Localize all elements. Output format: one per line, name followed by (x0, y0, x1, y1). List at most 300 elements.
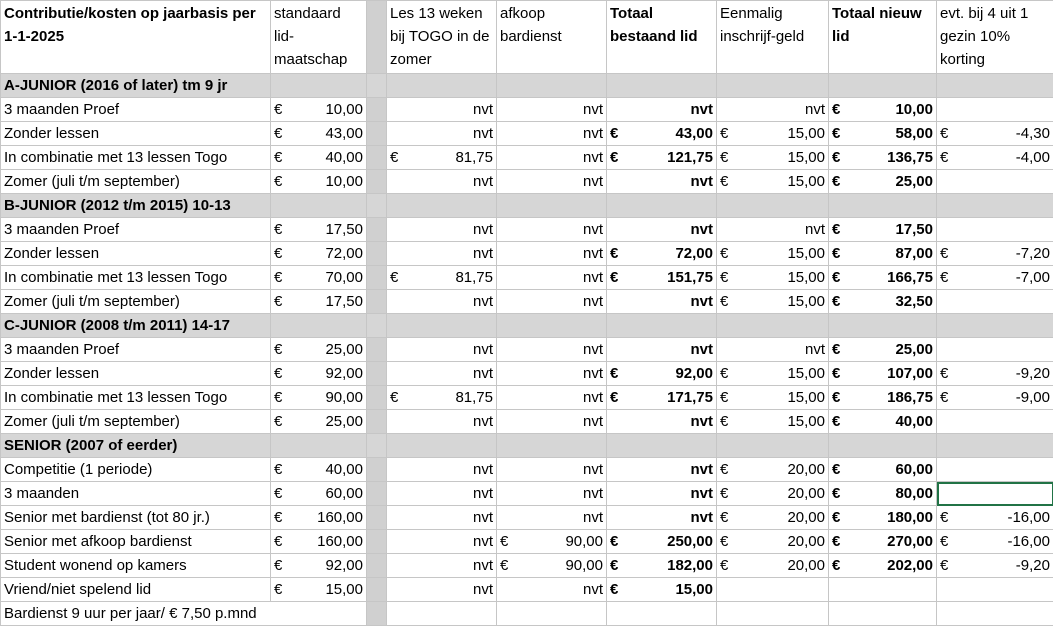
cell-totaal-nieuw[interactable] (829, 242, 937, 266)
currency-symbol: € (500, 557, 509, 574)
currency-symbol: € (274, 533, 283, 550)
cell-les[interactable] (387, 506, 497, 530)
cell-totaal-nieuw[interactable] (829, 458, 937, 482)
cell-afkoop[interactable] (497, 146, 607, 170)
section-cell[interactable] (387, 314, 497, 338)
cell-totaal-nieuw-value: 270,00 (887, 533, 933, 550)
cell-standaard-value: 25,00 (325, 413, 363, 430)
currency-symbol: € (274, 293, 283, 310)
cell-les[interactable] (387, 98, 497, 122)
cell-les[interactable] (387, 242, 497, 266)
cell-korting[interactable] (937, 146, 1053, 170)
cell-les[interactable] (387, 266, 497, 290)
cell-afkoop[interactable] (497, 170, 607, 194)
currency-symbol: € (832, 293, 841, 310)
cell-les-value: nvt (472, 413, 493, 430)
cell-totaal-nieuw[interactable] (829, 362, 937, 386)
cell-afkoop[interactable] (497, 122, 607, 146)
currency-symbol: € (610, 365, 619, 382)
separator-column (367, 242, 387, 266)
cell-les[interactable] (387, 338, 497, 362)
cell-korting[interactable] (937, 554, 1053, 578)
cell-korting[interactable] (937, 482, 1053, 506)
row-label[interactable]: Zonder lessen (1, 362, 271, 386)
empty-cell[interactable] (717, 602, 829, 626)
cell-afkoop-value: nvt (582, 293, 603, 310)
cell-standaard-value: 40,00 (325, 461, 363, 478)
cell-standaard[interactable] (271, 98, 367, 122)
currency-symbol: € (832, 413, 841, 430)
cell-inschrijfgeld[interactable] (717, 362, 829, 386)
section-cell[interactable] (717, 314, 829, 338)
cell-totaal-bestaand[interactable] (607, 554, 717, 578)
cell-korting[interactable] (937, 578, 1053, 602)
row-label[interactable]: Student wonend op kamers (1, 554, 271, 578)
cell-totaal-bestaand[interactable] (607, 578, 717, 602)
cell-inschrijfgeld[interactable] (717, 242, 829, 266)
section-cell[interactable] (497, 194, 607, 218)
separator-column (367, 194, 387, 218)
section-cell[interactable] (829, 194, 937, 218)
cell-les[interactable] (387, 410, 497, 434)
cell-korting[interactable] (937, 218, 1053, 242)
cell-les[interactable] (387, 578, 497, 602)
cell-korting[interactable] (937, 266, 1053, 290)
cell-standaard[interactable] (271, 386, 367, 410)
cell-totaal-bestaand[interactable] (607, 218, 717, 242)
cell-afkoop[interactable] (497, 530, 607, 554)
section-cell[interactable] (829, 434, 937, 458)
cell-korting[interactable] (937, 530, 1053, 554)
cell-standaard-value: 160,00 (317, 509, 363, 526)
separator-column (367, 530, 387, 554)
currency-symbol: € (720, 149, 729, 166)
col-header-inschrijfgeld[interactable]: Eenmalig inschrijf-geld (717, 1, 829, 74)
currency-symbol: € (832, 269, 841, 286)
cell-inschrijfgeld[interactable] (717, 410, 829, 434)
section-cell[interactable] (271, 194, 367, 218)
row-label[interactable]: Zomer (juli t/m september) (1, 290, 271, 314)
section-cell[interactable] (387, 74, 497, 98)
cell-inschrijfgeld[interactable] (717, 578, 829, 602)
cell-afkoop-value: nvt (582, 149, 603, 166)
cell-standaard[interactable] (271, 122, 367, 146)
section-title[interactable]: SENIOR (2007 of eerder) (1, 434, 271, 458)
cell-les[interactable] (387, 218, 497, 242)
section-title[interactable]: B-JUNIOR (2012 t/m 2015) 10-13 (1, 194, 271, 218)
currency-symbol: € (610, 149, 619, 166)
cell-inschrijfgeld-value: 15,00 (787, 149, 825, 166)
cell-standaard-value: 160,00 (317, 533, 363, 550)
cell-les-value: nvt (472, 581, 493, 598)
cell-korting[interactable] (937, 338, 1053, 362)
cell-standaard[interactable] (271, 506, 367, 530)
cell-les[interactable] (387, 554, 497, 578)
cell-inschrijfgeld[interactable] (717, 386, 829, 410)
table-row (1, 98, 1053, 122)
table-row (1, 482, 1053, 506)
cell-les[interactable] (387, 530, 497, 554)
section-cell[interactable] (271, 314, 367, 338)
cell-afkoop[interactable] (497, 506, 607, 530)
cell-les[interactable] (387, 386, 497, 410)
currency-symbol: € (832, 149, 841, 166)
cell-inschrijfgeld-value: nvt (804, 101, 825, 118)
cell-les[interactable] (387, 146, 497, 170)
currency-symbol: € (720, 365, 729, 382)
cell-inschrijfgeld-value: nvt (804, 341, 825, 358)
cell-inschrijfgeld[interactable] (717, 338, 829, 362)
cell-korting[interactable] (937, 458, 1053, 482)
cell-korting[interactable] (937, 362, 1053, 386)
cell-afkoop-value: 90,00 (565, 533, 603, 550)
section-title[interactable]: A-JUNIOR (2016 of later) tm 9 jr (1, 74, 271, 98)
cell-afkoop-value: nvt (582, 389, 603, 406)
cell-standaard[interactable] (271, 242, 367, 266)
cell-korting[interactable] (937, 98, 1053, 122)
cell-afkoop[interactable] (497, 338, 607, 362)
footnote-row (1, 602, 1053, 626)
row-label[interactable]: Senior met afkoop bardienst (1, 530, 271, 554)
currency-symbol: € (940, 245, 949, 262)
currency-symbol: € (832, 341, 841, 358)
cell-inschrijfgeld[interactable] (717, 554, 829, 578)
cell-totaal-bestaand-value: nvt (690, 173, 713, 190)
cell-totaal-nieuw[interactable] (829, 578, 937, 602)
cell-afkoop-value: nvt (582, 173, 603, 190)
currency-symbol: € (832, 245, 841, 262)
table-row (1, 146, 1053, 170)
cell-inschrijfgeld[interactable] (717, 458, 829, 482)
cell-afkoop[interactable] (497, 458, 607, 482)
cell-totaal-nieuw[interactable] (829, 218, 937, 242)
section-cell[interactable] (607, 74, 717, 98)
cell-korting-value: -9,20 (1015, 557, 1050, 574)
cell-totaal-nieuw[interactable] (829, 170, 937, 194)
table-row (1, 242, 1053, 266)
cell-korting[interactable] (937, 410, 1053, 434)
separator-column (367, 578, 387, 602)
row-label[interactable]: 3 maanden Proef (1, 218, 271, 242)
section-cell[interactable] (497, 314, 607, 338)
section-cell[interactable] (717, 194, 829, 218)
row-label[interactable]: Zomer (juli t/m september) (1, 170, 271, 194)
row-label[interactable]: Senior met bardienst (tot 80 jr.) (1, 506, 271, 530)
footnote[interactable]: Bardienst 9 uur per jaar/ € 7,50 p.mnd (1, 602, 367, 626)
cell-afkoop[interactable] (497, 578, 607, 602)
cell-inschrijfgeld-value: 20,00 (787, 533, 825, 550)
row-label[interactable]: Zonder lessen (1, 122, 271, 146)
section-cell[interactable] (937, 194, 1053, 218)
row-label[interactable]: In combinatie met 13 lessen Togo (1, 266, 271, 290)
cell-standaard[interactable] (271, 170, 367, 194)
cell-inschrijfgeld[interactable] (717, 98, 829, 122)
col-header-afkoop[interactable]: afkoop bardienst (497, 1, 607, 74)
cell-totaal-nieuw[interactable] (829, 98, 937, 122)
cell-korting[interactable] (937, 170, 1053, 194)
currency-symbol: € (940, 509, 949, 526)
cell-standaard-value: 70,00 (325, 269, 363, 286)
cell-korting-value: -7,00 (1015, 269, 1050, 286)
cell-standaard[interactable] (271, 146, 367, 170)
cell-standaard[interactable] (271, 410, 367, 434)
cell-totaal-bestaand[interactable] (607, 242, 717, 266)
cell-inschrijfgeld[interactable] (717, 530, 829, 554)
cell-afkoop-value: nvt (582, 509, 603, 526)
section-header-row (1, 314, 1053, 338)
section-cell[interactable] (607, 194, 717, 218)
cell-totaal-nieuw[interactable] (829, 386, 937, 410)
currency-symbol: € (832, 365, 841, 382)
currency-symbol: € (832, 509, 841, 526)
table-row (1, 290, 1053, 314)
cell-totaal-nieuw[interactable] (829, 410, 937, 434)
cell-afkoop[interactable] (497, 482, 607, 506)
currency-symbol: € (720, 389, 729, 406)
currency-symbol: € (720, 269, 729, 286)
table-row (1, 410, 1053, 434)
cell-afkoop[interactable] (497, 218, 607, 242)
cell-totaal-nieuw[interactable] (829, 482, 937, 506)
cell-totaal-nieuw[interactable] (829, 290, 937, 314)
cell-korting[interactable] (937, 386, 1053, 410)
cell-totaal-bestaand-value: 43,00 (675, 125, 713, 142)
separator-column (367, 434, 387, 458)
cell-totaal-bestaand[interactable] (607, 122, 717, 146)
table-row (1, 122, 1053, 146)
cell-les-value: 81,75 (455, 269, 493, 286)
cell-totaal-bestaand[interactable] (607, 458, 717, 482)
cell-totaal-bestaand[interactable] (607, 338, 717, 362)
cell-totaal-bestaand-value: nvt (690, 485, 713, 502)
cell-totaal-bestaand[interactable] (607, 146, 717, 170)
currency-symbol: € (832, 485, 841, 502)
cell-les-value: 81,75 (455, 149, 493, 166)
cell-afkoop-value: nvt (582, 245, 603, 262)
cell-afkoop-value: nvt (582, 101, 603, 118)
cell-afkoop[interactable] (497, 410, 607, 434)
empty-cell[interactable] (497, 602, 607, 626)
currency-symbol: € (832, 461, 841, 478)
cell-totaal-bestaand[interactable] (607, 98, 717, 122)
currency-symbol: € (940, 557, 949, 574)
cell-standaard[interactable] (271, 362, 367, 386)
cell-standaard[interactable] (271, 266, 367, 290)
cell-totaal-bestaand-value: nvt (690, 101, 713, 118)
cell-standaard[interactable] (271, 290, 367, 314)
table-row (1, 266, 1053, 290)
row-label[interactable]: 3 maanden Proef (1, 98, 271, 122)
cell-inschrijfgeld-value: 20,00 (787, 509, 825, 526)
cell-totaal-nieuw[interactable] (829, 146, 937, 170)
cell-standaard[interactable] (271, 482, 367, 506)
currency-symbol: € (274, 389, 283, 406)
cell-les-value: nvt (472, 341, 493, 358)
row-label[interactable]: In combinatie met 13 lessen Togo (1, 386, 271, 410)
currency-symbol: € (720, 533, 729, 550)
cell-standaard[interactable] (271, 338, 367, 362)
cell-standaard[interactable] (271, 554, 367, 578)
cell-korting[interactable] (937, 506, 1053, 530)
cell-korting[interactable] (937, 242, 1053, 266)
empty-cell[interactable] (937, 602, 1053, 626)
col-header-les[interactable]: Les 13 weken bij TOGO in de zomer (387, 1, 497, 74)
cell-inschrijfgeld[interactable] (717, 506, 829, 530)
cell-les[interactable] (387, 362, 497, 386)
cell-totaal-nieuw[interactable] (829, 338, 937, 362)
empty-cell[interactable] (607, 602, 717, 626)
cell-inschrijfgeld-value: nvt (804, 221, 825, 238)
cell-totaal-nieuw-value: 17,50 (895, 221, 933, 238)
cell-afkoop[interactable] (497, 554, 607, 578)
separator-column (367, 314, 387, 338)
table-row (1, 530, 1053, 554)
section-cell[interactable] (717, 434, 829, 458)
currency-symbol: € (274, 485, 283, 502)
row-label[interactable]: 3 maanden (1, 482, 271, 506)
cell-korting-value: -9,00 (1015, 389, 1050, 406)
currency-symbol: € (720, 461, 729, 478)
currency-symbol: € (610, 581, 619, 598)
currency-symbol: € (274, 461, 283, 478)
col-header-totaal-nieuw[interactable]: Totaal nieuw lid (829, 1, 937, 74)
col-header-korting[interactable]: evt. bij 4 uit 1 gezin 10% korting (937, 1, 1053, 74)
currency-symbol: € (390, 149, 399, 166)
cell-inschrijfgeld-value: 15,00 (787, 245, 825, 262)
cell-totaal-bestaand[interactable] (607, 290, 717, 314)
row-label[interactable]: 3 maanden Proef (1, 338, 271, 362)
cell-les-value: nvt (472, 509, 493, 526)
cell-afkoop[interactable] (497, 242, 607, 266)
cell-totaal-nieuw[interactable] (829, 266, 937, 290)
cell-totaal-nieuw[interactable] (829, 122, 937, 146)
cell-totaal-bestaand[interactable] (607, 362, 717, 386)
currency-symbol: € (720, 557, 729, 574)
cell-les[interactable] (387, 482, 497, 506)
separator-column (367, 74, 387, 98)
cell-totaal-bestaand[interactable] (607, 266, 717, 290)
cell-afkoop[interactable] (497, 98, 607, 122)
cell-afkoop-value: nvt (582, 581, 603, 598)
cell-inschrijfgeld-value: 15,00 (787, 269, 825, 286)
section-cell[interactable] (607, 434, 717, 458)
separator-column (367, 98, 387, 122)
cell-les[interactable] (387, 170, 497, 194)
cell-totaal-bestaand-value: 182,00 (667, 557, 713, 574)
cell-standaard[interactable] (271, 578, 367, 602)
currency-symbol: € (274, 173, 283, 190)
cell-totaal-bestaand-value: 250,00 (667, 533, 713, 550)
section-cell[interactable] (387, 194, 497, 218)
cell-korting-value: -9,20 (1015, 365, 1050, 382)
currency-symbol: € (390, 389, 399, 406)
cell-totaal-nieuw[interactable] (829, 530, 937, 554)
cell-les-value: nvt (472, 125, 493, 142)
cell-totaal-nieuw[interactable] (829, 554, 937, 578)
cell-les[interactable] (387, 122, 497, 146)
cell-les-value: nvt (472, 101, 493, 118)
section-cell[interactable] (937, 434, 1053, 458)
currency-symbol: € (610, 125, 619, 142)
row-label[interactable]: In combinatie met 13 lessen Togo (1, 146, 271, 170)
row-label[interactable]: Zomer (juli t/m september) (1, 410, 271, 434)
section-cell[interactable] (497, 434, 607, 458)
row-label[interactable]: Competitie (1 periode) (1, 458, 271, 482)
col-header-standaard[interactable]: standaard lid-maatschap (271, 1, 367, 74)
section-cell[interactable] (497, 74, 607, 98)
section-cell[interactable] (387, 434, 497, 458)
section-cell[interactable] (829, 314, 937, 338)
cell-inschrijfgeld[interactable] (717, 482, 829, 506)
cell-totaal-bestaand-value: nvt (690, 293, 713, 310)
cell-korting[interactable] (937, 122, 1053, 146)
section-cell[interactable] (717, 74, 829, 98)
row-label[interactable]: Vriend/niet spelend lid (1, 578, 271, 602)
cell-korting[interactable] (937, 290, 1053, 314)
section-header-row (1, 434, 1053, 458)
currency-symbol: € (274, 245, 283, 262)
col-header-totaal-bestaand[interactable]: Totaal bestaand lid (607, 1, 717, 74)
cell-inschrijfgeld-value: 15,00 (787, 365, 825, 382)
cell-totaal-nieuw-value: 80,00 (895, 485, 933, 502)
cell-standaard[interactable] (271, 218, 367, 242)
cell-totaal-bestaand[interactable] (607, 530, 717, 554)
section-title[interactable]: C-JUNIOR (2008 t/m 2011) 14-17 (1, 314, 271, 338)
cell-inschrijfgeld[interactable] (717, 122, 829, 146)
cell-totaal-nieuw[interactable] (829, 506, 937, 530)
separator-column (367, 458, 387, 482)
cell-inschrijfgeld[interactable] (717, 266, 829, 290)
cell-totaal-nieuw-value: 60,00 (895, 461, 933, 478)
section-cell[interactable] (607, 314, 717, 338)
cell-totaal-nieuw-value: 136,75 (887, 149, 933, 166)
currency-symbol: € (832, 173, 841, 190)
cell-totaal-bestaand[interactable] (607, 386, 717, 410)
section-cell[interactable] (937, 74, 1053, 98)
cell-totaal-bestaand[interactable] (607, 482, 717, 506)
cell-inschrijfgeld[interactable] (717, 290, 829, 314)
cell-standaard[interactable] (271, 458, 367, 482)
cell-standaard-value: 17,50 (325, 221, 363, 238)
separator-column (367, 602, 387, 626)
cell-totaal-bestaand-value: nvt (690, 461, 713, 478)
section-cell[interactable] (829, 74, 937, 98)
cell-totaal-bestaand[interactable] (607, 506, 717, 530)
cell-afkoop[interactable] (497, 290, 607, 314)
empty-cell[interactable] (387, 602, 497, 626)
cell-inschrijfgeld[interactable] (717, 218, 829, 242)
cell-afkoop[interactable] (497, 266, 607, 290)
cell-afkoop[interactable] (497, 362, 607, 386)
cell-totaal-bestaand[interactable] (607, 410, 717, 434)
cell-inschrijfgeld[interactable] (717, 170, 829, 194)
cell-standaard[interactable] (271, 530, 367, 554)
empty-cell[interactable] (829, 602, 937, 626)
cell-afkoop[interactable] (497, 386, 607, 410)
section-cell[interactable] (271, 434, 367, 458)
table-title[interactable]: Contributie/kosten op jaarbasis per 1-1-2025 (1, 1, 271, 74)
separator-column (367, 410, 387, 434)
cell-inschrijfgeld[interactable] (717, 146, 829, 170)
separator-column (367, 362, 387, 386)
section-cell[interactable] (937, 314, 1053, 338)
row-label[interactable]: Zonder lessen (1, 242, 271, 266)
cell-les[interactable] (387, 458, 497, 482)
section-cell[interactable] (271, 74, 367, 98)
cell-totaal-bestaand[interactable] (607, 170, 717, 194)
table-row (1, 170, 1053, 194)
cell-les[interactable] (387, 290, 497, 314)
